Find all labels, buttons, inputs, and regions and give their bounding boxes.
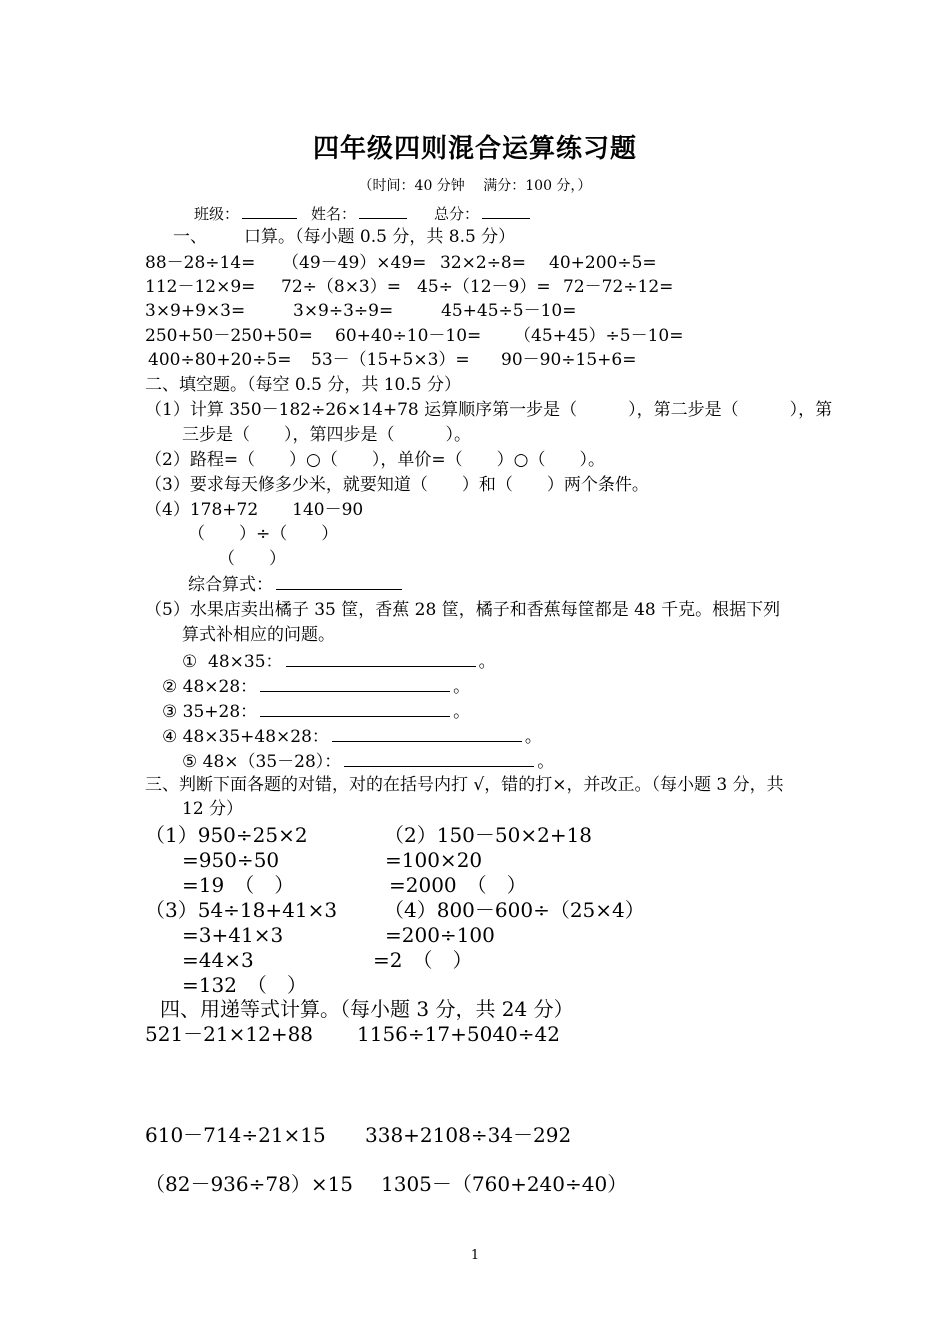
stepwise-item: 1156÷17+5040÷42 <box>357 1022 560 1046</box>
calc-item: 40+200÷5= <box>549 253 657 273</box>
judge-step: =44×3 <box>182 948 254 972</box>
calc-item: 32×2÷8= <box>440 253 526 273</box>
judge-problem-2: （2）150－50×2+18 <box>384 823 593 847</box>
judge-problem-1: （1）950÷25×2 <box>145 823 308 847</box>
section4-heading: 四、用递等式计算。（每小题 3 分，共 24 分） <box>160 997 574 1021</box>
answer-blank[interactable] <box>344 751 534 767</box>
subtitle: （时间：40 分钟 满分：100 分，） <box>358 178 592 194</box>
section2-heading: 二、填空题。（每空 0.5 分，共 10.5 分） <box>145 375 462 395</box>
question-4-blank: （ ） <box>218 549 286 569</box>
answer-blank[interactable] <box>286 651 476 667</box>
question-5-item[interactable] <box>162 676 470 697</box>
score-field[interactable] <box>434 203 533 224</box>
score-label: 总分： <box>434 205 480 223</box>
calc-item: 45÷（12－9）= <box>417 277 551 297</box>
question-5-item[interactable] <box>182 651 496 672</box>
calc-item: 90－90÷15+6= <box>501 350 637 370</box>
question-2: （2）路程=（ ）○（ ），单价=（ ）○（ ）。 <box>145 450 605 470</box>
item-label: ② 48×28： <box>162 677 258 697</box>
combined-formula-label: 综合算式： <box>188 575 273 595</box>
calc-item: 72－72÷12= <box>563 277 674 297</box>
answer-blank[interactable] <box>260 676 450 692</box>
calc-item: 60+40÷10－10= <box>335 326 482 346</box>
section3-heading-cont: 12 分） <box>182 799 244 819</box>
item-label: ① 48×35： <box>182 652 283 672</box>
section1-heading: 口算。（每小题 0.5 分，共 8.5 分） <box>244 227 516 247</box>
class-blank[interactable] <box>242 203 297 219</box>
judge-step: =100×20 <box>385 848 483 872</box>
judge-step: =19 （ ） <box>182 873 295 897</box>
calc-item: （49－49）×49= <box>282 253 427 273</box>
stepwise-item: 1305－（760+240÷40） <box>381 1172 628 1196</box>
item-label: ④ 48×35+48×28： <box>162 727 329 747</box>
combined-formula[interactable] <box>188 574 405 595</box>
calc-item: 3×9÷3÷9= <box>293 301 394 321</box>
calc-item: 3×9+9×3= <box>145 301 246 321</box>
period: 。 <box>453 702 471 722</box>
judge-problem-4: （4）800－600÷（25×4） <box>384 898 645 922</box>
score-blank[interactable] <box>482 203 530 219</box>
period: 。 <box>478 652 496 672</box>
class-field[interactable] <box>194 203 300 224</box>
judge-step: =3+41×3 <box>182 923 284 947</box>
question-5-line2: 算式补相应的问题。 <box>182 625 335 645</box>
judge-step: =200÷100 <box>385 923 495 947</box>
question-1-line2: 三步是（ ），第四步是（ ）。 <box>182 425 471 445</box>
stepwise-item: 338+2108÷34－292 <box>365 1123 572 1147</box>
question-5-item[interactable] <box>182 751 554 772</box>
answer-blank[interactable] <box>260 701 450 717</box>
question-4: （4）178+72 140－90 <box>145 500 364 520</box>
page-number: 1 <box>470 1248 480 1263</box>
item-label: ⑤ 48×（35－28）： <box>182 752 342 772</box>
calc-item: （45+45）÷5－10= <box>514 326 684 346</box>
name-field[interactable] <box>311 203 410 224</box>
answer-blank[interactable] <box>332 726 522 742</box>
calc-item: 88－28÷14= <box>145 253 256 273</box>
question-3: （3）要求每天修多少米，就要知道（ ）和（ ）两个条件。 <box>145 475 649 495</box>
section3-heading: 三、判断下面各题的对错，对的在括号内打 √，错的打×，并改正。（每小题 3 分，共 <box>145 775 784 795</box>
stepwise-item: （82－936÷78）×15 <box>145 1172 354 1196</box>
stepwise-item: 610－714÷21×15 <box>145 1123 326 1147</box>
question-5-item[interactable] <box>162 701 470 722</box>
period: 。 <box>524 727 542 747</box>
judge-problem-3: （3）54÷18+41×3 <box>145 898 338 922</box>
judge-step: =950÷50 <box>182 848 280 872</box>
period: 。 <box>537 752 555 772</box>
judge-step: =2000 （ ） <box>389 873 527 897</box>
calc-item: 45+45÷5－10= <box>441 301 577 321</box>
question-5-line1: （5）水果店卖出橘子 35 筐，香蕉 28 筐，橘子和香蕉每筐都是 48 千克。根据下列 <box>145 600 781 620</box>
item-label: ③ 35+28： <box>162 702 258 722</box>
page-title: 四年级四则混合运算练习题 <box>312 134 637 164</box>
period: 。 <box>453 677 471 697</box>
combined-formula-blank[interactable] <box>276 574 402 590</box>
question-1-line1: （1）计算 350－182÷26×14+78 运算顺序第一步是（ ），第二步是（ ），第 <box>145 400 833 420</box>
judge-step: =2 （ ） <box>373 948 473 972</box>
judge-step: =132 （ ） <box>182 973 307 997</box>
calc-item: 53－（15+5×3）= <box>311 350 470 370</box>
class-label: 班级： <box>194 205 240 223</box>
question-4-blanks: （ ）÷（ ） <box>188 524 339 544</box>
calc-item: 250+50－250+50= <box>145 326 313 346</box>
section1-number: 一、 <box>173 227 207 247</box>
name-label: 姓名： <box>311 205 357 223</box>
question-5-item[interactable] <box>162 726 542 747</box>
stepwise-item: 521－21×12+88 <box>145 1022 314 1046</box>
calc-item: 72÷（8×3）= <box>281 277 401 297</box>
calc-item: 112－12×9= <box>145 277 256 297</box>
name-blank[interactable] <box>359 203 407 219</box>
calc-item: 400÷80+20÷5= <box>148 350 292 370</box>
